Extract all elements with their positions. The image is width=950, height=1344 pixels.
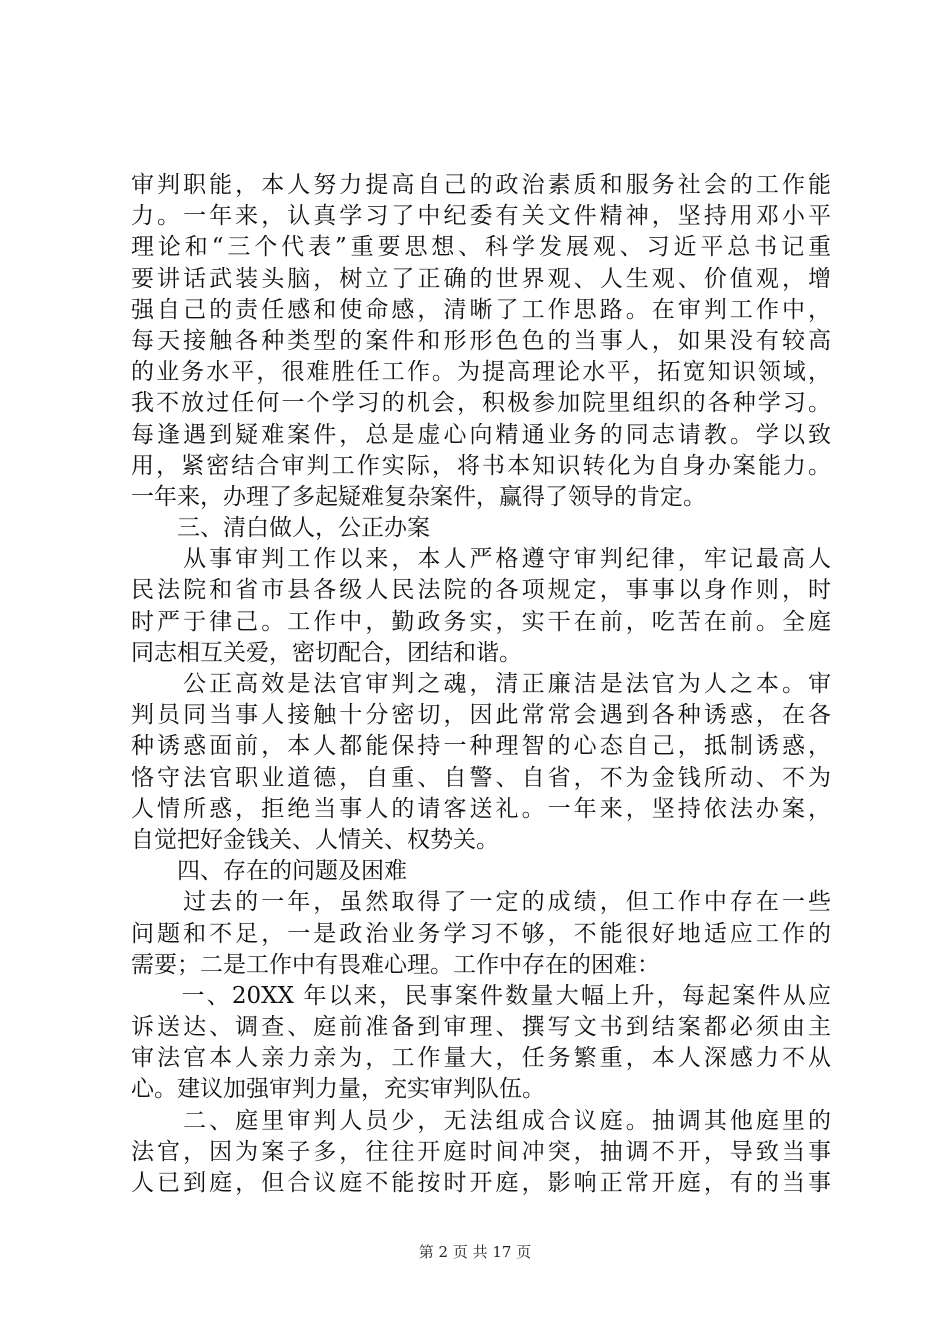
text-line: 民法院和省市县各级人民法院的各项规定，事事以身作则，时: [131, 577, 831, 604]
text-line: 过去的一年，虽然取得了一定的成绩，但工作中存在一些: [131, 889, 831, 916]
text-line: 强自己的责任感和使命感，清晰了工作思路。在审判工作中，: [131, 296, 831, 323]
text-line: 恪守法官职业道德，自重、自警、自省，不为金钱所动、不为: [131, 764, 831, 791]
text-line: 诉送达、调查、庭前准备到审理、撰写文书到结案都必须由主: [131, 1014, 831, 1041]
text-line: 问题和不足，一是政治业务学习不够，不能很好地适应工作的: [131, 920, 831, 947]
text-line: 从事审判工作以来，本人严格遵守审判纪律，牢记最高人: [131, 546, 831, 573]
text-line: 同志相互关爱，密切配合，团结和谐。: [131, 639, 522, 666]
text-line: 公正高效是法官审判之魂，清正廉洁是法官为人之本。审: [131, 671, 831, 697]
text-line: 自觉把好金钱关、人情关、权势关。: [131, 826, 499, 853]
text-line: 心。建议加强审判力量，充实审判队伍。: [131, 1076, 545, 1103]
text-line: 二、庭里审判人员少，无法组成合议庭。抽调其他庭里的: [131, 1107, 831, 1134]
text-line: 四、存在的问题及困难: [131, 858, 407, 885]
text-line: 三、清白做人，公正办案: [131, 515, 430, 542]
text-line: 人情所惑，拒绝当事人的请客送礼。一年来，坚持依法办案，: [131, 795, 831, 822]
text-line: 力。一年来，认真学习了中纪委有关文件精神，坚持用邓小平: [131, 203, 831, 230]
text-line: 法官，因为案子多，往往开庭时间冲突，抽调不开，导致当事: [131, 1138, 831, 1165]
text-line: 理论和“三个代表”重要思想、科学发展观、习近平总书记重: [131, 234, 831, 261]
page-footer: 第 2 页 共 17 页: [418, 1243, 532, 1261]
text-line: 需要；二是工作中有畏难心理。工作中存在的困难：: [131, 951, 660, 978]
text-line: 要讲话武装头脑，树立了正确的世界观、人生观、价值观，增: [131, 265, 831, 292]
text-line: 时严于律己。工作中，勤政务实，实干在前，吃苦在前。全庭: [131, 608, 831, 635]
text-line: 审判职能，本人努力提高自己的政治素质和服务社会的工作能: [131, 172, 831, 198]
text-line: 用，紧密结合审判工作实际，将书本知识转化为自身办案能力。: [131, 452, 831, 479]
text-line: 种诱惑面前，本人都能保持一种理智的心态自己，抵制诱惑，: [131, 733, 831, 760]
document-body: [131, 170, 831, 1199]
text-line: 的业务水平，很难胜任工作。为提高理论水平，拓宽知识领域，: [131, 359, 831, 386]
text-line: 判员同当事人接触十分密切，因此常常会遇到各种诱惑，在各: [131, 702, 831, 729]
text-line: 每逢遇到疑难案件，总是虚心向精通业务的同志请教。学以致: [131, 421, 831, 448]
text-line: 一年来，办理了多起疑难复杂案件，赢得了领导的肯定。: [131, 483, 706, 510]
text-line: 我不放过任何一个学习的机会，积极参加院里组织的各种学习。: [131, 390, 831, 417]
text-line: 审法官本人亲力亲为，工作量大，任务繁重，本人深感力不从: [131, 1045, 831, 1072]
text-line: 一、20XX 年以来，民事案件数量大幅上升，每起案件从应: [131, 982, 831, 1009]
text-line: 每天接触各种类型的案件和形形色色的当事人，如果没有较高: [131, 327, 831, 354]
text-line: 人已到庭，但合议庭不能按时开庭，影响正常开庭，有的当事: [131, 1170, 831, 1196]
